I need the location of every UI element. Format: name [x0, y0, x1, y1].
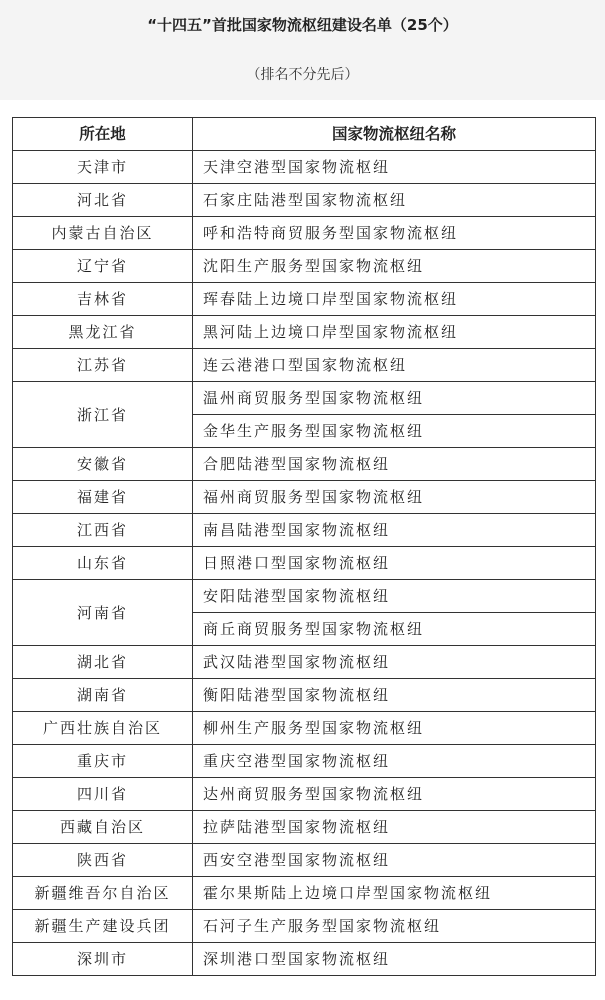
table-row	[13, 448, 596, 481]
hub-name-cell: 石河子生产服务型国家物流枢纽	[193, 910, 596, 943]
province-cell: 辽宁省	[13, 250, 193, 283]
table-row	[13, 580, 596, 613]
province-cell: 深圳市	[13, 943, 193, 976]
table-row	[13, 646, 596, 679]
province-cell: 福建省	[13, 481, 193, 514]
hub-name-cell: 温州商贸服务型国家物流枢纽	[193, 382, 596, 415]
province-cell: 河南省	[13, 580, 193, 646]
table-row	[13, 712, 596, 745]
hub-name-cell: 呼和浩特商贸服务型国家物流枢纽	[193, 217, 596, 250]
hub-name-cell: 福州商贸服务型国家物流枢纽	[193, 481, 596, 514]
province-cell: 吉林省	[13, 283, 193, 316]
hub-name-cell: 武汉陆港型国家物流枢纽	[193, 646, 596, 679]
hub-name-cell: 达州商贸服务型国家物流枢纽	[193, 778, 596, 811]
table-row	[13, 382, 596, 415]
table-row	[13, 877, 596, 910]
page-subtitle: （排名不分先后）	[246, 67, 359, 83]
table-row	[13, 811, 596, 844]
hub-name-cell: 衡阳陆港型国家物流枢纽	[193, 679, 596, 712]
table-row	[13, 217, 596, 250]
province-cell: 陕西省	[13, 844, 193, 877]
hub-name-cell: 天津空港型国家物流枢纽	[193, 151, 596, 184]
province-cell: 广西壮族自治区	[13, 712, 193, 745]
hub-name-cell: 珲春陆上边境口岸型国家物流枢纽	[193, 283, 596, 316]
table-row	[13, 316, 596, 349]
province-cell: 湖北省	[13, 646, 193, 679]
province-cell: 安徽省	[13, 448, 193, 481]
province-cell: 西藏自治区	[13, 811, 193, 844]
table-header-row	[13, 118, 596, 151]
table-row	[13, 679, 596, 712]
province-cell: 黑龙江省	[13, 316, 193, 349]
table-row	[13, 514, 596, 547]
province-cell: 新疆生产建设兵团	[13, 910, 193, 943]
table-row	[13, 481, 596, 514]
hub-name-cell: 霍尔果斯陆上边境口岸型国家物流枢纽	[193, 877, 596, 910]
hub-name-cell: 合肥陆港型国家物流枢纽	[193, 448, 596, 481]
table-container	[0, 100, 605, 1000]
hub-name-cell: 重庆空港型国家物流枢纽	[193, 745, 596, 778]
page-title: “十四五”首批国家物流枢纽建设名单（25个）	[147, 16, 458, 34]
hub-name-cell: 沈阳生产服务型国家物流枢纽	[193, 250, 596, 283]
province-cell: 重庆市	[13, 745, 193, 778]
province-cell: 四川省	[13, 778, 193, 811]
table-row	[13, 283, 596, 316]
table-row	[13, 151, 596, 184]
province-cell: 江西省	[13, 514, 193, 547]
province-cell: 浙江省	[13, 382, 193, 448]
hub-name-cell: 连云港港口型国家物流枢纽	[193, 349, 596, 382]
hub-name-cell: 拉萨陆港型国家物流枢纽	[193, 811, 596, 844]
header-location: 所在地	[13, 118, 193, 151]
logistics-hub-table	[12, 117, 596, 976]
hub-name-cell: 南昌陆港型国家物流枢纽	[193, 514, 596, 547]
hub-name-cell: 深圳港口型国家物流枢纽	[193, 943, 596, 976]
table-row	[13, 184, 596, 217]
table-row	[13, 778, 596, 811]
table-row	[13, 745, 596, 778]
hub-name-cell: 商丘商贸服务型国家物流枢纽	[193, 613, 596, 646]
province-cell: 江苏省	[13, 349, 193, 382]
table-row	[13, 943, 596, 976]
province-cell: 河北省	[13, 184, 193, 217]
hub-name-cell: 日照港口型国家物流枢纽	[193, 547, 596, 580]
province-cell: 内蒙古自治区	[13, 217, 193, 250]
table-row	[13, 910, 596, 943]
table-row	[13, 547, 596, 580]
province-cell: 新疆维吾尔自治区	[13, 877, 193, 910]
hub-name-cell: 石家庄陆港型国家物流枢纽	[193, 184, 596, 217]
hub-name-cell: 安阳陆港型国家物流枢纽	[193, 580, 596, 613]
table-body	[13, 151, 596, 976]
table-row	[13, 844, 596, 877]
hub-name-cell: 黑河陆上边境口岸型国家物流枢纽	[193, 316, 596, 349]
header-hub-name: 国家物流枢纽名称	[193, 118, 596, 151]
table-row	[13, 349, 596, 382]
province-cell: 天津市	[13, 151, 193, 184]
hub-name-cell: 西安空港型国家物流枢纽	[193, 844, 596, 877]
hub-name-cell: 柳州生产服务型国家物流枢纽	[193, 712, 596, 745]
province-cell: 湖南省	[13, 679, 193, 712]
province-cell: 山东省	[13, 547, 193, 580]
table-row	[13, 250, 596, 283]
hub-name-cell: 金华生产服务型国家物流枢纽	[193, 415, 596, 448]
